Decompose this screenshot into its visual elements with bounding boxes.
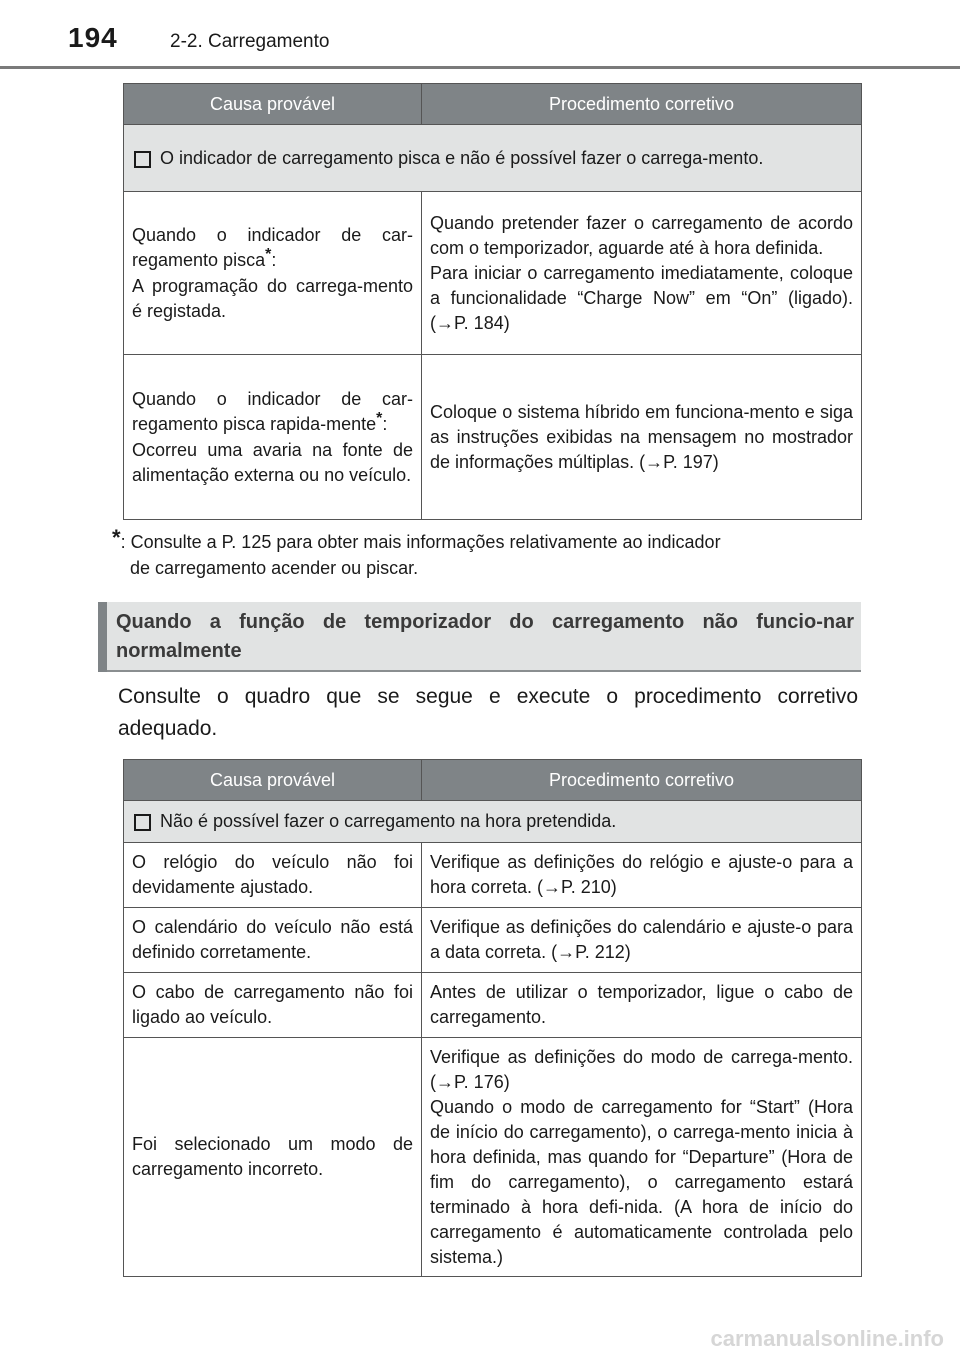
table-row	[124, 973, 862, 1038]
procedure-cell	[422, 192, 862, 355]
charging-indicator-table	[123, 83, 862, 520]
cause-cell	[124, 192, 422, 355]
checkbox-icon	[134, 151, 151, 168]
page-number: 194	[68, 22, 118, 53]
asterisk-mark: *	[376, 409, 383, 427]
table-group-row	[124, 801, 862, 843]
cause-cell: O relógio do veículo não foi devidamente ajustado.	[124, 843, 422, 908]
timer-table	[123, 759, 862, 1277]
watermark: carmanualsonline.info	[710, 1326, 944, 1351]
table-row	[124, 192, 862, 355]
procedure-cell	[422, 355, 862, 520]
cause-detail: A programação do carrega-mento é registada.	[132, 275, 413, 321]
intro-paragraph: Consulte o quadro que se segue e execute o procedimento corretivo adequado.	[118, 685, 858, 740]
table-row	[124, 843, 862, 908]
footnote-line1: : Consulte a P. 125 para obter mais informações relativamente ao indicador	[120, 532, 721, 552]
footnote-asterisk: *	[112, 525, 121, 550]
procedure-cell	[422, 1038, 862, 1277]
cause-colon: :	[271, 249, 277, 270]
procedure-text: Quando pretender fazer o carregamento de acordo com o temporizador, aguarde até à hora definida.	[430, 212, 853, 258]
column-header-procedure: Procedimento corretivo	[422, 760, 862, 801]
heading-accent-bar	[98, 602, 107, 672]
checkbox-icon	[134, 814, 151, 831]
asterisk-mark: *	[265, 245, 272, 263]
procedure-text: Verifique as definições do modo de carrega-mento. (→P. 176)	[430, 1046, 853, 1092]
procedure-text: Coloque o sistema híbrido em funciona-mento e siga as instruções exibidas na mensagem no mostrador de informações múltiplas. (→P. 197)	[430, 401, 853, 472]
procedure-text-extra: Quando o modo de carregamento for “Start” (Hora de início do carregamento), o carrega-mento inicia à hora definida, mas quando for “Departure” (Hora de fim do carregamento), o carregamento estará terminado à hora defi-nida. (A hora de início do carregamento é automaticamente controlada pelo sistema.)	[430, 1096, 853, 1267]
section-label: 2-2. Carregamento	[170, 31, 330, 52]
table-group-row	[124, 125, 862, 192]
cause-cell	[124, 355, 422, 520]
group-title: O indicador de carregamento pisca e não é possível fazer o carrega-mento.	[160, 147, 764, 168]
cause-cell: Foi selecionado um modo de carregamento incorreto.	[124, 1038, 422, 1277]
table-row	[124, 908, 862, 973]
cause-text: Quando o indicador de car-regamento pisca	[132, 224, 413, 270]
procedure-cell: Antes de utilizar o temporizador, ligue o cabo de carregamento.	[422, 973, 862, 1038]
table-header-row	[124, 760, 862, 801]
section-heading-text: Quando a função de temporizador do carregamento não funcio-nar normalmente	[116, 611, 854, 662]
cause-cell: O calendário do veículo não está definido corretamente.	[124, 908, 422, 973]
footnote-line2: de carregamento acender ou piscar.	[130, 558, 419, 578]
column-header-cause: Causa provável	[124, 84, 422, 125]
cause-cell: O cabo de carregamento não foi ligado ao veículo.	[124, 973, 422, 1038]
cause-colon: :	[382, 413, 388, 434]
table-header-row	[124, 84, 862, 125]
cause-detail: Ocorreu uma avaria na fonte de alimentação externa ou no veículo.	[132, 439, 413, 485]
group-title: Não é possível fazer o carregamento na hora pretendida.	[160, 811, 617, 831]
procedure-text-extra: Para iniciar o carregamento imediatamente, coloque a funcionalidade “Charge Now” em “On” (ligado). (→P. 184)	[430, 262, 853, 333]
table-row	[124, 1038, 862, 1277]
section-heading	[98, 602, 861, 672]
cause-text: Quando o indicador de car-regamento pisca rapida-mente	[132, 388, 413, 434]
footnote	[112, 525, 857, 581]
procedure-cell: Verifique as definições do calendário e ajuste-o para a data correta. (→P. 212)	[422, 908, 862, 973]
table-row	[124, 355, 862, 520]
header-rule	[0, 66, 960, 69]
column-header-cause: Causa provável	[124, 760, 422, 801]
column-header-procedure: Procedimento corretivo	[422, 84, 862, 125]
procedure-cell: Verifique as definições do relógio e ajuste-o para a hora correta. (→P. 210)	[422, 843, 862, 908]
